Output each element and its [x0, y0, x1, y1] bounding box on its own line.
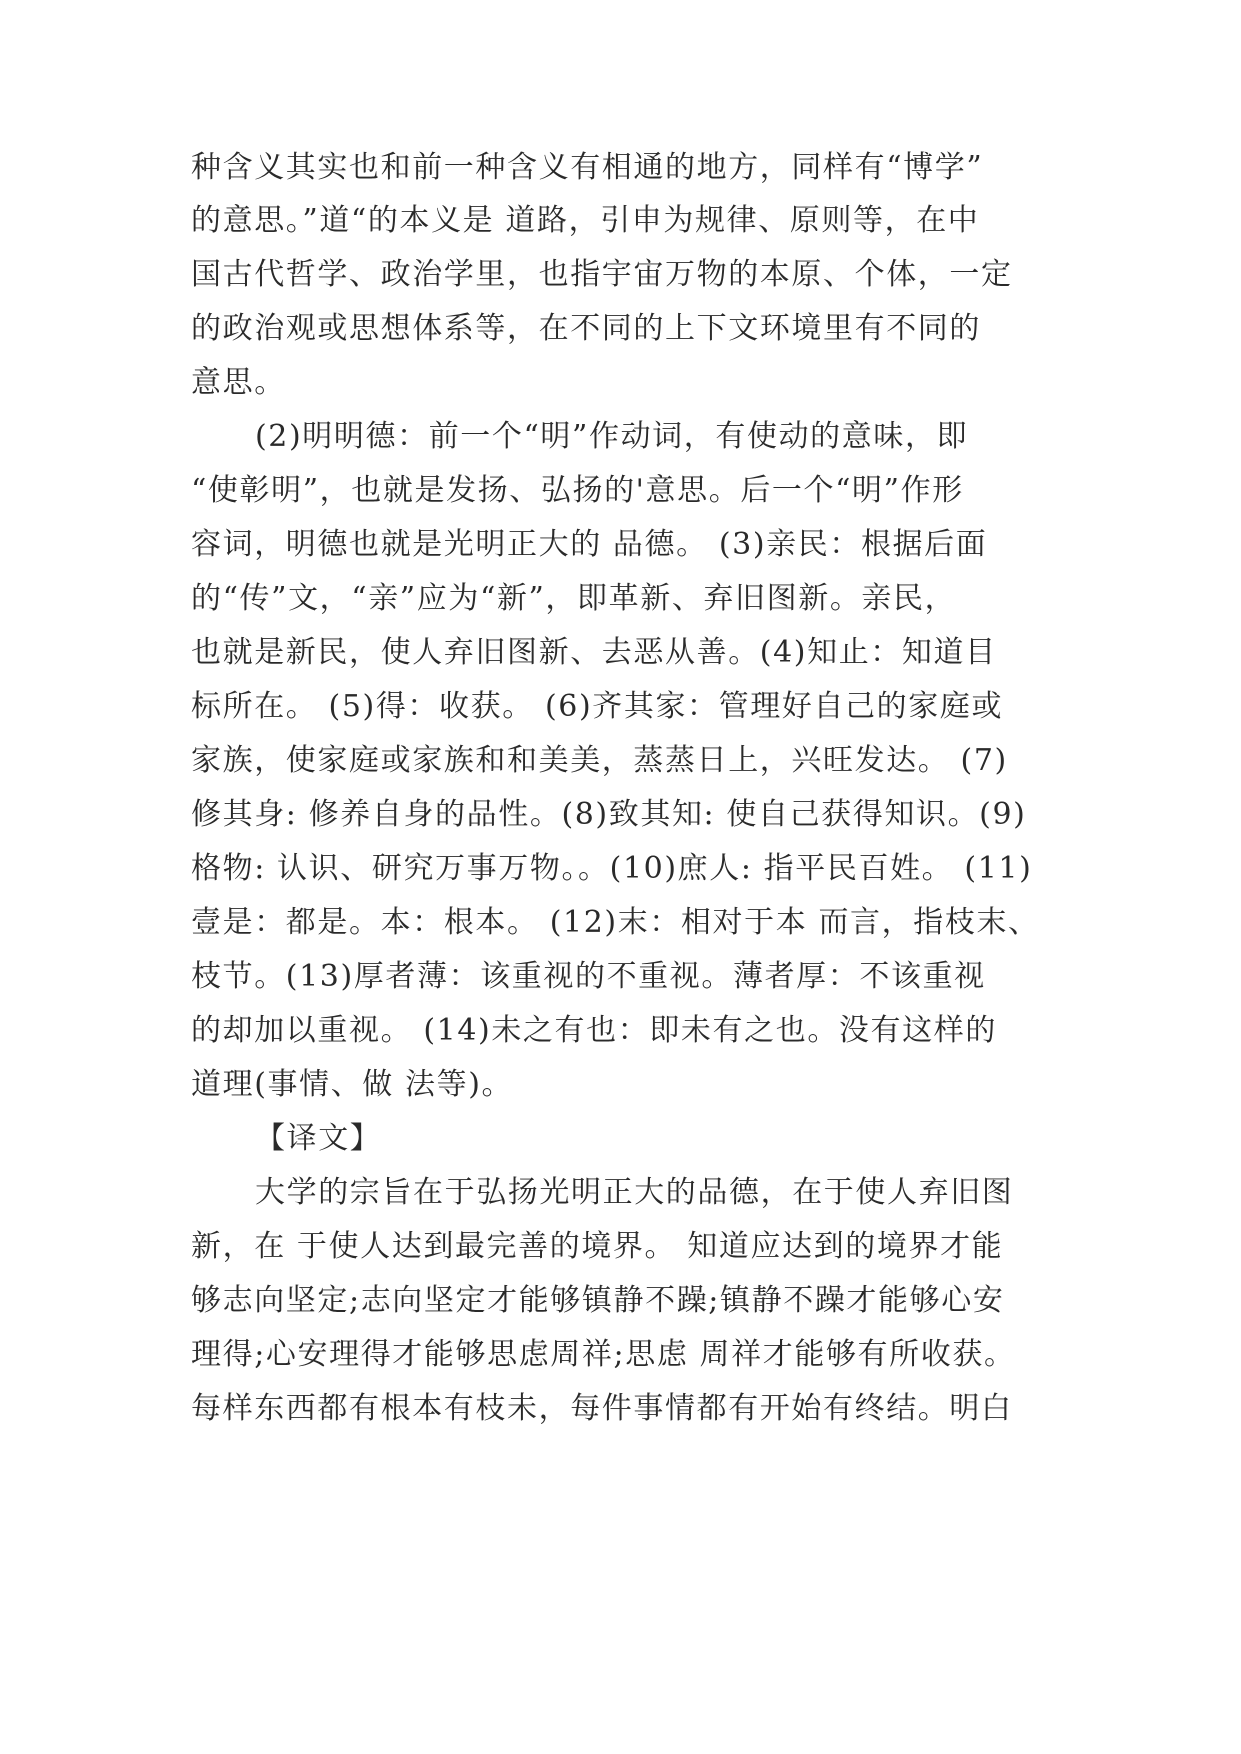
text-line: 格物: 认识、研究万事万物。。(10)庶人: 指平民百姓。 (11) — [191, 851, 1033, 886]
text-line: 枝节。(13)厚者薄：该重视的不重视。薄者厚：不该重视 — [191, 959, 986, 994]
text-line: 意思。 — [191, 365, 286, 400]
text-line: 种含义其实也和前一种含义有相通的地方，同样有“博学” — [191, 150, 984, 185]
text-line: 的政治观或思想体系等，在不同的上下文环境里有不同的 — [191, 311, 981, 346]
text-line: 修其身: 修养自身的品性。(8)致其知: 使自己获得知识。(9) — [191, 797, 1027, 832]
text-line: 的意思。”道“的本义是 道路，引申为规律、原则等，在中 — [191, 203, 980, 238]
section-heading: 【译文】 — [255, 1121, 382, 1156]
text-line: 壹是：都是。本：根本。 (12)末：相对于本 而言，指枝末、 — [191, 905, 1040, 940]
text-line: 也就是新民，使人弃旧图新、去恶从善。(4)知止：知道目 — [191, 635, 997, 670]
text-line: 每样东西都有根本有枝未，每件事情都有开始有终结。明白 — [191, 1391, 1013, 1426]
text-line: 够志向坚定;志向坚定才能够镇静不躁;镇静不躁才能够心安 — [191, 1283, 1005, 1318]
text-line: 大学的宗旨在于弘扬光明正大的品德，在于使人弃旧图 — [255, 1175, 1014, 1210]
text-line: 道理(事情、做 法等)。 — [191, 1067, 514, 1102]
text-line: 新，在 于使人达到最完善的境界。 知道应达到的境界才能 — [191, 1229, 1004, 1264]
text-line: 的却加以重视。 (14)未之有也：即未有之也。没有这样的 — [191, 1013, 997, 1048]
text-line: “使彰明”，也就是发扬、弘扬的'意思。后一个“明”作形 — [191, 473, 964, 508]
text-line: 理得;心安理得才能够思虑周祥;思虑 周祥才能够有所收获。 — [191, 1337, 1016, 1372]
text-line: 标所在。 (5)得：收获。 (6)齐其家：管理好自己的家庭或 — [191, 689, 1004, 724]
text-line: 容词，明德也就是光明正大的 品德。 (3)亲民：根据后面 — [191, 527, 988, 562]
text-line: 国古代哲学、政治学里，也指宇宙万物的本原、个体，一定 — [191, 257, 1013, 292]
text-line: 的“传”文，“亲”应为“新”，即革新、弃旧图新。亲民， — [191, 581, 957, 616]
text-line: 家族，使家庭或家族和和美美，蒸蒸日上，兴旺发达。 (7) — [191, 743, 1008, 778]
text-line: (2)明明德：前一个“明”作动词，有使动的意味，即 — [255, 419, 969, 454]
